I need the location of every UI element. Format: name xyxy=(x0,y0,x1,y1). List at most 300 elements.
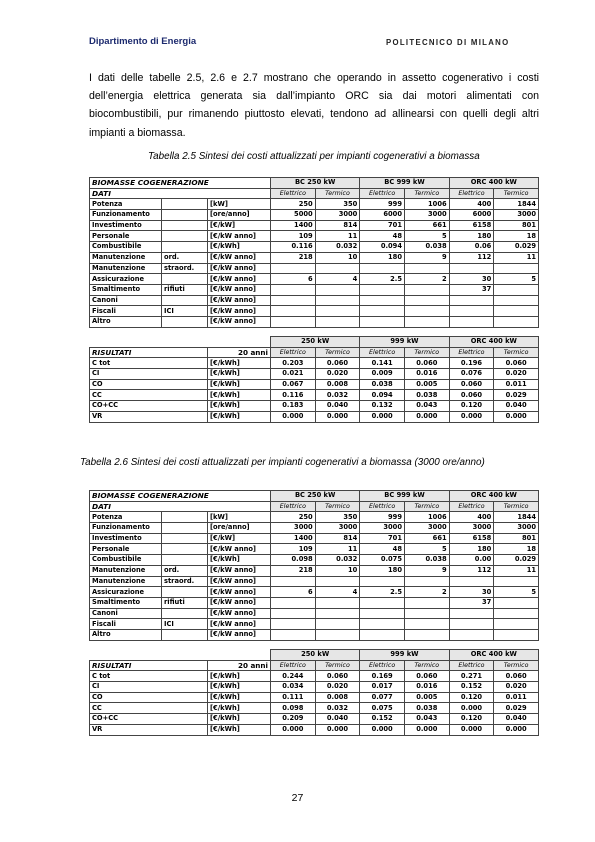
value-cell: 0.000 xyxy=(494,411,539,422)
table-row xyxy=(90,316,539,327)
results-section xyxy=(90,337,539,423)
row-unit: [€/kWh] xyxy=(208,724,271,735)
value-cell: 218 xyxy=(271,565,316,576)
value-cell: 0.016 xyxy=(404,369,449,380)
sub-header: Elettrico xyxy=(449,347,494,358)
value-cell: 0.000 xyxy=(404,724,449,735)
value-cell: 0.000 xyxy=(315,724,360,735)
table-row xyxy=(90,682,539,693)
value-cell: 0.00 xyxy=(449,555,494,566)
value-cell: 4 xyxy=(315,274,360,285)
sub-header: Elettrico xyxy=(449,188,494,199)
sub-header: Elettrico xyxy=(360,660,405,671)
sub-header: Termico xyxy=(315,188,360,199)
title-row xyxy=(90,178,539,189)
value-cell xyxy=(271,576,316,587)
value-cell: 661 xyxy=(404,220,449,231)
row-label: CC xyxy=(90,703,208,714)
row-label: VR xyxy=(90,411,208,422)
value-cell: 801 xyxy=(494,533,539,544)
table-row xyxy=(90,555,539,566)
value-cell: 0.000 xyxy=(360,724,405,735)
value-cell: 0.011 xyxy=(494,692,539,703)
blank-cell xyxy=(90,337,271,348)
row-unit: [€/kW anno] xyxy=(208,587,271,598)
value-cell: 5 xyxy=(404,231,449,242)
value-cell xyxy=(360,619,405,630)
value-cell: 0.005 xyxy=(404,379,449,390)
value-cell: 3000 xyxy=(404,523,449,534)
table-row xyxy=(90,379,539,390)
title-row xyxy=(90,491,539,502)
table-row xyxy=(90,358,539,369)
value-cell: 0.000 xyxy=(360,411,405,422)
value-cell xyxy=(404,263,449,274)
table-2-6-results xyxy=(89,649,539,736)
value-cell xyxy=(271,597,316,608)
value-cell: 801 xyxy=(494,220,539,231)
row-label: Investimento xyxy=(90,220,162,231)
sub-header: Elettrico xyxy=(360,347,405,358)
dati-label: DATI xyxy=(90,188,271,199)
sub-header: Termico xyxy=(404,501,449,512)
row-sublabel xyxy=(162,533,208,544)
table-row xyxy=(90,703,539,714)
value-cell: 0.034 xyxy=(271,682,316,693)
value-cell xyxy=(360,597,405,608)
value-cell xyxy=(315,295,360,306)
value-cell: 30 xyxy=(449,274,494,285)
value-cell xyxy=(271,284,316,295)
table-2-6-caption: Tabella 2.6 Sintesi dei costi attualizzati per impianti cogenerativi a biomassa (3000 ore/anno) xyxy=(80,457,485,468)
value-cell: 0.060 xyxy=(494,671,539,682)
value-cell: 1844 xyxy=(494,512,539,523)
results-group-row xyxy=(90,650,539,661)
value-cell: 3000 xyxy=(315,210,360,221)
table-title: BIOMASSE COGENERAZIONE xyxy=(90,491,271,502)
row-sublabel xyxy=(162,295,208,306)
value-cell: 0.152 xyxy=(360,714,405,725)
value-cell: 2 xyxy=(404,274,449,285)
table-row xyxy=(90,242,539,253)
value-cell: 0.040 xyxy=(315,714,360,725)
value-cell: 6158 xyxy=(449,220,494,231)
value-cell: 0.060 xyxy=(449,379,494,390)
subheader-row xyxy=(90,501,539,512)
row-unit: [€/kW anno] xyxy=(208,284,271,295)
group-header: ORC 400 kW xyxy=(449,178,538,189)
value-cell: 0.000 xyxy=(271,724,316,735)
value-cell: 0.038 xyxy=(404,390,449,401)
value-cell xyxy=(494,576,539,587)
value-cell: 0.196 xyxy=(449,358,494,369)
row-sublabel xyxy=(162,220,208,231)
table-row xyxy=(90,390,539,401)
row-unit: [kW] xyxy=(208,199,271,210)
value-cell xyxy=(449,306,494,317)
value-cell: 18 xyxy=(494,231,539,242)
value-cell: 0.043 xyxy=(404,401,449,412)
table-2-5-caption: Tabella 2.5 Sintesi dei costi attualizzati per impianti cogenerativi a biomassa xyxy=(148,151,480,162)
value-cell xyxy=(360,306,405,317)
table-row xyxy=(90,199,539,210)
value-cell: 0.183 xyxy=(271,401,316,412)
value-cell xyxy=(449,608,494,619)
value-cell: 0.060 xyxy=(404,671,449,682)
row-sublabel: rifiuti xyxy=(162,284,208,295)
value-cell: 0.038 xyxy=(404,703,449,714)
table-row xyxy=(90,692,539,703)
table-row xyxy=(90,210,539,221)
value-cell: 0.032 xyxy=(315,555,360,566)
row-label: CO xyxy=(90,692,208,703)
table-row xyxy=(90,671,539,682)
value-cell: 0.060 xyxy=(494,358,539,369)
table-row xyxy=(90,306,539,317)
row-label: C tot xyxy=(90,671,208,682)
row-sublabel xyxy=(162,587,208,598)
row-label: Combustibile xyxy=(90,242,162,253)
row-label: Manutenzione xyxy=(90,263,162,274)
row-unit: [€/kWh] xyxy=(208,358,271,369)
row-label: Personale xyxy=(90,544,162,555)
row-unit: [€/kW anno] xyxy=(208,231,271,242)
value-cell xyxy=(449,316,494,327)
value-cell: 0.000 xyxy=(404,411,449,422)
value-cell: 0.098 xyxy=(271,555,316,566)
results-label: RISULTATI xyxy=(90,347,208,358)
value-cell: 0.152 xyxy=(449,682,494,693)
row-sublabel xyxy=(162,242,208,253)
group-header: BC 250 kW xyxy=(271,178,360,189)
value-cell: 30 xyxy=(449,587,494,598)
value-cell: 0.005 xyxy=(404,692,449,703)
row-label: Manutenzione xyxy=(90,576,162,587)
value-cell xyxy=(315,284,360,295)
sub-header: Termico xyxy=(494,660,539,671)
table-row xyxy=(90,369,539,380)
group-header: 999 kW xyxy=(360,337,449,348)
value-cell: 109 xyxy=(271,544,316,555)
value-cell: 0.016 xyxy=(404,682,449,693)
row-label: CO+CC xyxy=(90,714,208,725)
row-label: Fiscali xyxy=(90,306,162,317)
value-cell: 10 xyxy=(315,565,360,576)
row-unit: [kW] xyxy=(208,512,271,523)
row-unit: [€/kW anno] xyxy=(208,295,271,306)
value-cell xyxy=(360,295,405,306)
row-label: Altro xyxy=(90,629,162,640)
row-label: Personale xyxy=(90,231,162,242)
row-unit: [ore/anno] xyxy=(208,210,271,221)
value-cell: 0.244 xyxy=(271,671,316,682)
row-label: CI xyxy=(90,369,208,380)
row-unit: [€/kW anno] xyxy=(208,629,271,640)
value-cell: 0.020 xyxy=(315,369,360,380)
row-label: Assicurazione xyxy=(90,587,162,598)
sub-header: Elettrico xyxy=(271,501,316,512)
value-cell xyxy=(271,316,316,327)
value-cell: 0.011 xyxy=(494,379,539,390)
value-cell: 9 xyxy=(404,565,449,576)
row-unit: [€/kW anno] xyxy=(208,252,271,263)
table-row xyxy=(90,523,539,534)
row-unit: [€/kW anno] xyxy=(208,608,271,619)
table-row xyxy=(90,533,539,544)
value-cell xyxy=(404,576,449,587)
row-unit: [€/kW anno] xyxy=(208,619,271,630)
table-2-6-data xyxy=(89,490,539,641)
value-cell xyxy=(271,295,316,306)
value-cell: 37 xyxy=(449,284,494,295)
value-cell: 814 xyxy=(315,220,360,231)
group-header: BC 250 kW xyxy=(271,491,360,502)
row-label: CO xyxy=(90,379,208,390)
value-cell: 0.040 xyxy=(494,714,539,725)
value-cell: 218 xyxy=(271,252,316,263)
value-cell: 350 xyxy=(315,199,360,210)
row-label: Manutenzione xyxy=(90,252,162,263)
results-group-row xyxy=(90,337,539,348)
value-cell: 0.021 xyxy=(271,369,316,380)
page-number: 27 xyxy=(291,792,304,804)
row-label: C tot xyxy=(90,358,208,369)
row-sublabel xyxy=(162,608,208,619)
value-cell xyxy=(271,306,316,317)
value-cell: 0.032 xyxy=(315,390,360,401)
table-row xyxy=(90,619,539,630)
row-label: CC xyxy=(90,390,208,401)
table-row xyxy=(90,411,539,422)
row-sublabel xyxy=(162,544,208,555)
value-cell: 0.029 xyxy=(494,555,539,566)
row-sublabel xyxy=(162,512,208,523)
row-sublabel xyxy=(162,199,208,210)
value-cell: 0.017 xyxy=(360,682,405,693)
value-cell: 11 xyxy=(494,252,539,263)
row-label: CI xyxy=(90,682,208,693)
value-cell: 0.020 xyxy=(494,682,539,693)
value-cell: 1844 xyxy=(494,199,539,210)
row-label: Smaltimento xyxy=(90,597,162,608)
row-label: Funzionamento xyxy=(90,210,162,221)
sub-header: Elettrico xyxy=(360,501,405,512)
group-header: BC 999 kW xyxy=(360,178,449,189)
table-row xyxy=(90,252,539,263)
results-years: 20 anni xyxy=(208,347,271,358)
group-header: 999 kW xyxy=(360,650,449,661)
value-cell xyxy=(360,629,405,640)
row-label: Canoni xyxy=(90,608,162,619)
value-cell xyxy=(449,263,494,274)
row-sublabel xyxy=(162,231,208,242)
value-cell: 0.060 xyxy=(315,671,360,682)
row-unit: [€/kWh] xyxy=(208,401,271,412)
row-sublabel xyxy=(162,274,208,285)
value-cell: 109 xyxy=(271,231,316,242)
value-cell: 0.000 xyxy=(494,724,539,735)
table-row xyxy=(90,544,539,555)
value-cell: 2 xyxy=(404,587,449,598)
row-unit: [€/kW] xyxy=(208,220,271,231)
sub-header: Elettrico xyxy=(271,188,316,199)
value-cell xyxy=(449,629,494,640)
value-cell: 6000 xyxy=(360,210,405,221)
value-cell: 5000 xyxy=(271,210,316,221)
table-row xyxy=(90,274,539,285)
table-row xyxy=(90,220,539,231)
value-cell: 180 xyxy=(449,231,494,242)
table-row xyxy=(90,565,539,576)
sub-header: Termico xyxy=(315,660,360,671)
value-cell: 3000 xyxy=(494,210,539,221)
value-cell: 250 xyxy=(271,512,316,523)
value-cell xyxy=(271,608,316,619)
value-cell xyxy=(494,295,539,306)
value-cell: 0.098 xyxy=(271,703,316,714)
sub-header: Termico xyxy=(315,347,360,358)
sub-header: Elettrico xyxy=(360,188,405,199)
value-cell: 0.075 xyxy=(360,703,405,714)
value-cell xyxy=(404,597,449,608)
value-cell xyxy=(404,619,449,630)
value-cell xyxy=(315,597,360,608)
value-cell: 0.020 xyxy=(315,682,360,693)
row-sublabel xyxy=(162,629,208,640)
table-row xyxy=(90,284,539,295)
value-cell: 6 xyxy=(271,587,316,598)
value-cell: 0.132 xyxy=(360,401,405,412)
value-cell: 3000 xyxy=(494,523,539,534)
table-row xyxy=(90,295,539,306)
value-cell xyxy=(360,284,405,295)
value-cell: 350 xyxy=(315,512,360,523)
row-label: Fiscali xyxy=(90,619,162,630)
value-cell xyxy=(315,608,360,619)
value-cell: 1006 xyxy=(404,199,449,210)
value-cell: 0.000 xyxy=(449,703,494,714)
value-cell: 0.000 xyxy=(449,411,494,422)
value-cell: 180 xyxy=(360,565,405,576)
value-cell: 2.5 xyxy=(360,587,405,598)
row-sublabel xyxy=(162,316,208,327)
group-header: ORC 400 kW xyxy=(449,650,538,661)
value-cell: 0.116 xyxy=(271,242,316,253)
row-unit: [ore/anno] xyxy=(208,523,271,534)
value-cell xyxy=(404,608,449,619)
row-unit: [€/kW anno] xyxy=(208,576,271,587)
sub-header: Termico xyxy=(404,188,449,199)
value-cell: 0.000 xyxy=(271,411,316,422)
group-header: 250 kW xyxy=(271,337,360,348)
value-cell xyxy=(494,284,539,295)
value-cell: 0.038 xyxy=(360,379,405,390)
sub-header: Termico xyxy=(494,501,539,512)
value-cell xyxy=(315,263,360,274)
dati-section xyxy=(90,178,539,328)
sub-header: Elettrico xyxy=(271,660,316,671)
row-unit: [€/kW anno] xyxy=(208,597,271,608)
sub-header: Elettrico xyxy=(449,660,494,671)
value-cell: 0.094 xyxy=(360,390,405,401)
value-cell: 0.029 xyxy=(494,242,539,253)
value-cell xyxy=(449,295,494,306)
table-row xyxy=(90,629,539,640)
row-unit: [€/kW anno] xyxy=(208,316,271,327)
value-cell xyxy=(404,629,449,640)
value-cell: 6000 xyxy=(449,210,494,221)
table-title: BIOMASSE COGENERAZIONE xyxy=(90,178,271,189)
value-cell xyxy=(494,608,539,619)
value-cell: 3000 xyxy=(360,523,405,534)
row-unit: [€/kWh] xyxy=(208,411,271,422)
group-header: ORC 400 kW xyxy=(449,337,538,348)
value-cell: 0.06 xyxy=(449,242,494,253)
value-cell xyxy=(494,597,539,608)
row-label: Funzionamento xyxy=(90,523,162,534)
row-label: Combustibile xyxy=(90,555,162,566)
value-cell: 0.043 xyxy=(404,714,449,725)
value-cell xyxy=(315,316,360,327)
department-header: Dipartimento di Energia xyxy=(89,36,197,47)
value-cell: 3000 xyxy=(271,523,316,534)
row-sublabel xyxy=(162,523,208,534)
value-cell xyxy=(271,263,316,274)
value-cell: 400 xyxy=(449,199,494,210)
value-cell: 2.5 xyxy=(360,274,405,285)
sub-header: Termico xyxy=(494,347,539,358)
row-unit: [€/kWh] xyxy=(208,692,271,703)
value-cell: 0.008 xyxy=(315,692,360,703)
value-cell: 0.009 xyxy=(360,369,405,380)
table-row xyxy=(90,587,539,598)
row-unit: [€/kW anno] xyxy=(208,263,271,274)
table-row xyxy=(90,576,539,587)
sub-header: Termico xyxy=(404,347,449,358)
value-cell: 0.060 xyxy=(315,358,360,369)
value-cell xyxy=(360,263,405,274)
value-cell xyxy=(404,295,449,306)
value-cell: 112 xyxy=(449,252,494,263)
dati-label: DATI xyxy=(90,501,271,512)
value-cell xyxy=(494,629,539,640)
value-cell xyxy=(271,629,316,640)
table-2-5-data xyxy=(89,177,539,328)
row-unit: [€/kWh] xyxy=(208,714,271,725)
value-cell xyxy=(315,619,360,630)
value-cell xyxy=(315,629,360,640)
row-label: Smaltimento xyxy=(90,284,162,295)
row-label: VR xyxy=(90,724,208,735)
row-unit: [€/kWh] xyxy=(208,242,271,253)
value-cell xyxy=(315,576,360,587)
row-sublabel: straord. xyxy=(162,263,208,274)
row-label: Canoni xyxy=(90,295,162,306)
value-cell: 0.020 xyxy=(494,369,539,380)
value-cell: 6158 xyxy=(449,533,494,544)
value-cell xyxy=(494,306,539,317)
table-row xyxy=(90,231,539,242)
value-cell: 3000 xyxy=(404,210,449,221)
value-cell: 3000 xyxy=(449,523,494,534)
value-cell: 0.209 xyxy=(271,714,316,725)
value-cell: 9 xyxy=(404,252,449,263)
row-sublabel: straord. xyxy=(162,576,208,587)
row-unit: [€/kW anno] xyxy=(208,306,271,317)
value-cell: 0.060 xyxy=(404,358,449,369)
row-sublabel xyxy=(162,210,208,221)
value-cell: 11 xyxy=(494,565,539,576)
